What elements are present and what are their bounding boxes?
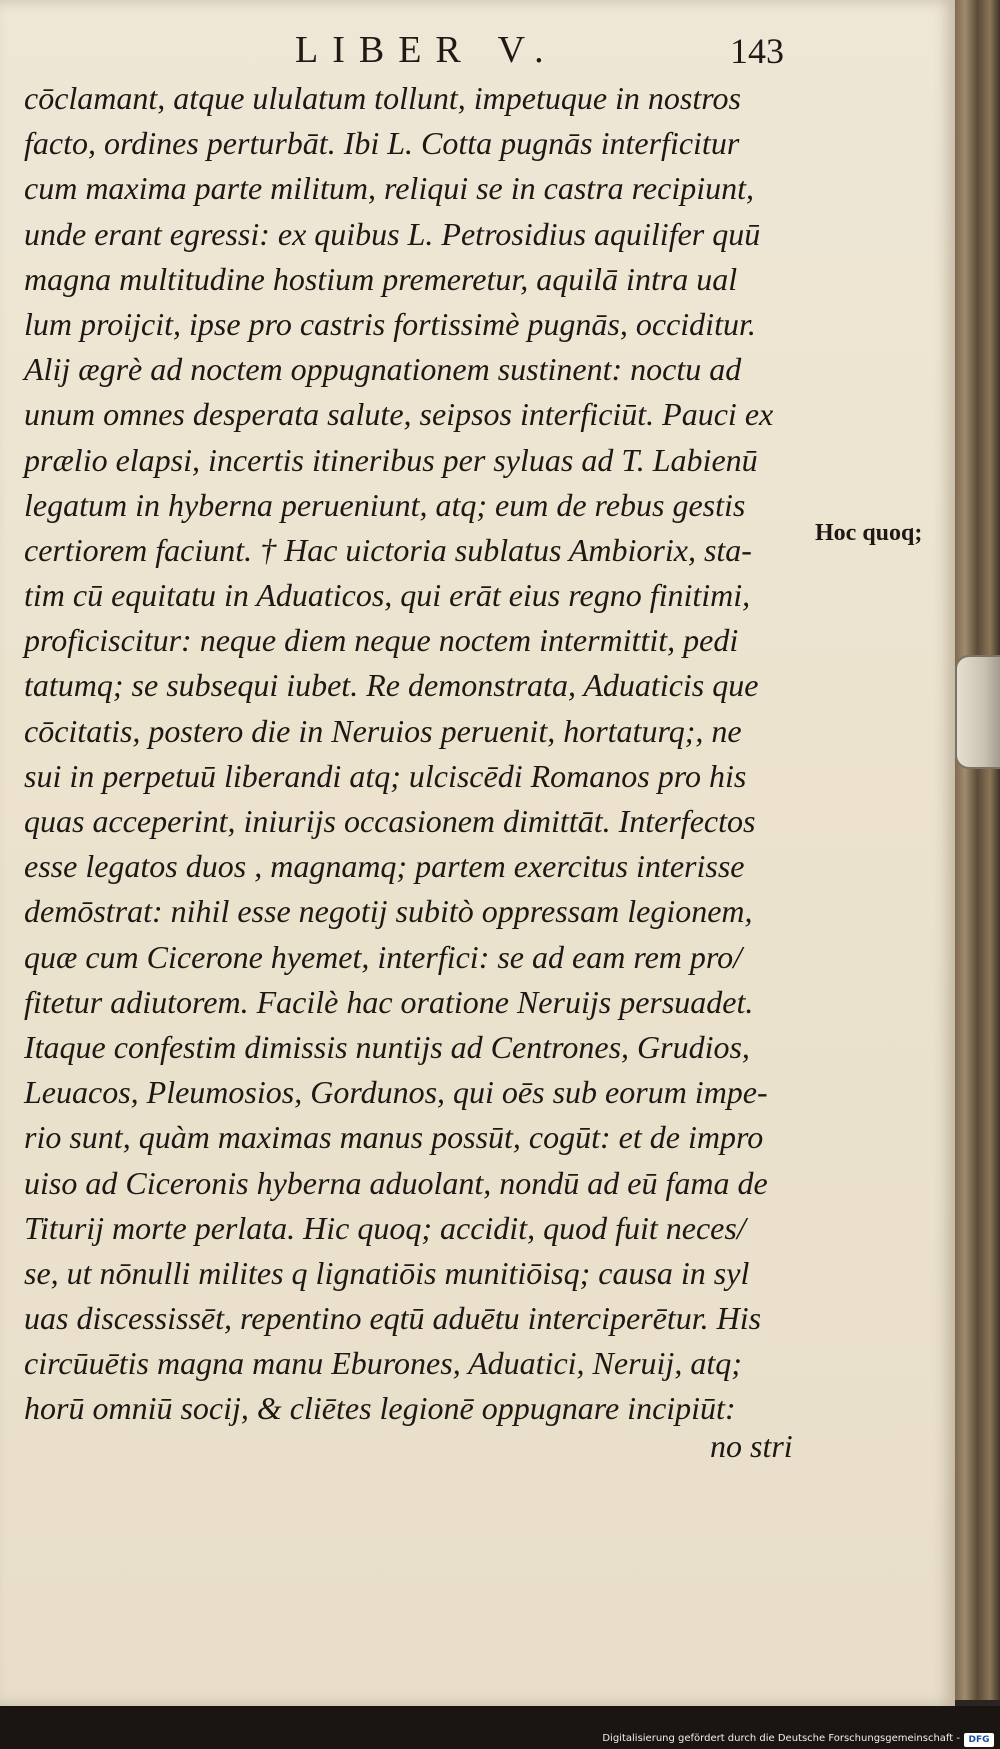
text-line: quas acceperint, iniurijs occasionem dimittāt. Interfectos xyxy=(24,803,756,839)
text-line: Alij ægrè ad noctem oppugnationem sustinent: noctu ad xyxy=(24,351,742,388)
text-line: se, ut nōnulli milites q lignatiōis munitiōisq; causa in syl xyxy=(24,1254,750,1291)
text-line: uiso ad Ciceronis hyberna aduolant, nondū ad eū fama de xyxy=(24,1164,768,1201)
text-block xyxy=(24,76,814,1432)
text-line: lum proijcit, ipse pro castris fortissimè pugnās, occiditur. xyxy=(24,305,756,342)
text-line: unum omnes desperata salute, seipsos interficiūt. Pauci ex xyxy=(24,396,774,433)
text-line: esse legatos duos , magnamq; partem exercitus interisse xyxy=(24,848,745,885)
text-line: demōstrat: nihil esse negotij subitò oppressam legionem, xyxy=(24,893,753,930)
text-line: horū omniū socij, & cliētes legionē oppugnare incipiūt: xyxy=(24,1390,736,1427)
book-clasp xyxy=(955,655,1000,769)
running-head: LIBER V. xyxy=(295,29,558,71)
text-line: quæ cum Cicerone hyemet, interfici: se ad eam rem pro/ xyxy=(24,938,743,975)
text-line: rio sunt, quàm maximas manus possūt, cogūt: et de impro xyxy=(24,1119,764,1156)
text-line: Titurij morte perlata. Hic quoq; accidit, quod fuit neces/ xyxy=(24,1209,746,1246)
text-line: cum maxima parte militum, reliqui se in castra recipiunt, xyxy=(24,170,754,207)
text-line: uas discessissēt, repentino eqtū aduētu interciperētur. His xyxy=(24,1300,762,1337)
marginal-note: Hoc quoq; xyxy=(815,520,923,546)
text-line: legatum in hyberna perueniunt, atq; eum de rebus gestis xyxy=(24,486,746,523)
text-line: prælio elapsi, incertis itineribus per syluas ad T. Labienū xyxy=(24,441,758,478)
catchword: no stri xyxy=(710,1428,793,1464)
text-line: cōcitatis, postero die in Neruios peruenit, hortaturq;, ne xyxy=(24,712,742,749)
text-line: magna multitudine hostium premeretur, aquilā intra ual xyxy=(24,260,738,297)
text-line: tatumq; se subsequi iubet. Re demonstrata, Aduaticis que xyxy=(24,667,759,704)
text-line: tim cū equitatu in Aduaticos, qui erāt eius regno finitimi, xyxy=(24,577,751,614)
text-line: Itaque confestim dimissis nuntijs ad Centrones, Grudios, xyxy=(24,1028,750,1065)
text-line: circūuētis magna manu Eburones, Aduatici, Neruij, atq; xyxy=(24,1345,742,1382)
text-line: facto, ordines perturbāt. Ibi L. Cotta pugnās interficitur xyxy=(24,125,740,162)
text-line: sui in perpetuū liberandi atq; ulciscēdi Romanos pro his xyxy=(24,757,747,794)
text-line: certiorem faciunt. † Hac uictoria sublatus Ambiorix, sta- xyxy=(24,531,752,568)
text-line: Leuacos, Pleumosios, Gordunos, qui oēs sub eorum impe- xyxy=(24,1074,768,1111)
text-line: fitetur adiutorem. Facilè hac oratione Neruijs persuadet. xyxy=(24,983,754,1020)
text-line: unde erant egressi: ex quibus L. Petrosidius aquilifer quū xyxy=(24,215,761,252)
book-edge xyxy=(950,0,1000,1700)
dfg-logo: DFG xyxy=(964,1733,994,1747)
page-number: 143 xyxy=(730,31,784,71)
text-line: proficiscitur: neque diem neque noctem intermittit, pedi xyxy=(24,622,739,659)
text-line: cōclamant, atque ululatum tollunt, impetuque in nostros xyxy=(24,80,741,116)
digitization-credit: Digitalisierung gefördert durch die Deutsche Forschungsgemeinschaft - xyxy=(602,1733,960,1744)
